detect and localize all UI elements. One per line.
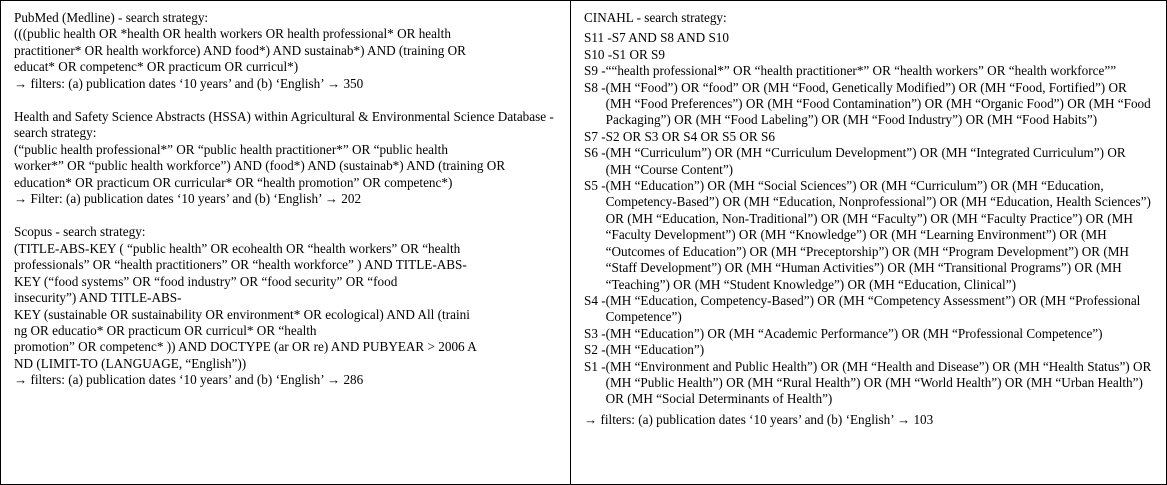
step-text: (MH “Education”) OR (MH “Social Sciences”) OR (MH “Curriculum”) OR (MH “Education, Competency-Based”) OR (MH “Education, Nonprofessional”) OR (MH “Education, Health Sciences”) OR (MH “Education, Non-Traditional”) OR (MH “Faculty”) OR (MH “Faculty Practice”) OR (MH “Faculty Development”) OR (MH “Knowledge”) OR (MH “Learning Environment”) OR (MH “Outcomes of Education”) OR (MH “Preceptorship”) OR (MH “Program Development”) OR (MH “Staff Development”) OR (MH “Human Activities”) OR (MH “Transitional Programs”) OR (MH “Teaching”) OR (MH “Student Knowledge”) OR (MH “Education, Clinical”) <box>605 178 1151 292</box>
scopus-query-line-5: KEY (sustainable OR sustainability OR environment* OR ecological) AND All (traini <box>14 306 470 322</box>
step-label: S10 - <box>584 46 613 62</box>
cinahl-step-list <box>584 30 1154 407</box>
hssa-filters: → Filter: (a) publication dates ‘10 years’ and (b) ‘English’ → 202 <box>14 191 362 207</box>
step-text: (MH “Education, Competency-Based”) OR (MH “Competency Assessment”) OR (MH “Professional Competence”) <box>605 292 1141 325</box>
pubmed-query-line-3: educat* OR competenc* OR practicum OR curricul*) <box>14 59 299 75</box>
step-text: (MH “Education”) <box>605 342 705 358</box>
step-label: S5 - <box>584 178 606 194</box>
two-column-layout <box>1 1 1166 484</box>
step-label: S9 - <box>584 63 606 79</box>
list-item <box>584 326 1154 342</box>
scopus-query-line-1: (TITLE-ABS-KEY ( “public health” OR ecohealth OR “health workers” OR “health <box>14 240 461 256</box>
step-label: S1 - <box>584 358 606 374</box>
step-text: S1 OR S9 <box>612 46 665 62</box>
scopus-query-line-7: promotion” OR competenc* )) AND DOCTYPE (ar OR re) AND PUBYEAR > 2006 A <box>14 339 477 355</box>
list-item <box>584 63 1154 79</box>
list-item <box>584 342 1154 358</box>
hssa-query-line-2: worker*” OR “public health workforce”) AND (food*) AND (sustainab*) AND (training OR <box>14 158 506 174</box>
hssa-block <box>14 109 558 207</box>
scopus-query-line-6: ng OR educatio* OR practicum OR curricul* OR “health <box>14 322 317 338</box>
scopus-block <box>14 224 558 388</box>
right-column <box>571 1 1166 484</box>
scopus-filters: → filters: (a) publication dates ‘10 years’ and (b) ‘English’ → 286 <box>14 372 364 388</box>
list-item <box>584 359 1154 408</box>
pubmed-query-line-1: (((public health OR *health OR health workers OR health professional* OR health <box>14 26 451 42</box>
hssa-heading: Health and Safety Science Abstracts (HSSA) within Agricultural & Environmental Science Database - search strategy: <box>14 109 554 141</box>
pubmed-filters: → filters: (a) publication dates ‘10 years’ and (b) ‘English’ → 350 <box>14 75 364 91</box>
step-label: S4 - <box>584 292 606 308</box>
step-text: (MH “Education”) OR (MH “Academic Performance”) OR (MH “Professional Competence”) <box>605 325 1103 341</box>
pubmed-block <box>14 10 558 92</box>
step-text: S2 OR S3 OR S4 OR S5 OR S6 <box>605 128 775 144</box>
cinahl-heading: CINAHL - search strategy: <box>584 10 727 25</box>
step-label: S8 - <box>584 79 606 95</box>
step-label: S11 - <box>584 30 612 46</box>
step-text: (MH “Environment and Public Health”) OR (MH “Health and Disease”) OR (MH “Health Status”) OR (MH “Public Health”) OR (MH “Rural Health”) OR (MH “World Health”) OR (MH “Urban Health”) OR (MH “Social Determinants of Health”) <box>605 358 1152 407</box>
step-label: S2 - <box>584 342 606 358</box>
pubmed-heading: PubMed (Medline) - search strategy: <box>14 10 209 25</box>
hssa-query-line-3: education* OR practicum OR curricular* OR “health promotion” OR competenc*) <box>14 174 453 190</box>
step-text: (MH “Food”) OR “food” OR (MH “Food, Genetically Modified”) OR (MH “Food, Fortified”) OR (MH “Food Preferences”) OR (MH “Food Contamination”) OR (MH “Organic Food”) OR (MH “Food Packaging”) OR (MH “Food Labeling”) OR (MH “Food Industry”) OR (MH “Food Habits”) <box>605 79 1151 128</box>
left-column <box>1 1 571 484</box>
list-item <box>584 129 1154 145</box>
list-item <box>584 293 1154 326</box>
pubmed-query-line-2: practitioner* OR health workforce) AND food*) AND sustainab*) AND (training OR <box>14 42 466 58</box>
step-label: S3 - <box>584 325 606 341</box>
scopus-query-line-4: insecurity”) AND TITLE-ABS- <box>14 290 182 306</box>
step-text: (MH “Curriculum”) OR (MH “Curriculum Development”) OR (MH “Integrated Curriculum”) OR (MH “Course Content”) <box>605 145 1126 177</box>
step-text: S7 AND S8 AND S10 <box>611 30 729 46</box>
list-item <box>584 80 1154 129</box>
scopus-query-line-3: KEY (“food systems” OR “food industry” OR “food security” OR “food <box>14 273 398 289</box>
scopus-query-line-8: ND (LIMIT-TO (LANGUAGE, “English”)) <box>14 355 247 371</box>
list-item <box>584 178 1154 293</box>
cinahl-filters: → filters: (a) publication dates ‘10 years’ and (b) ‘English’ → 103 <box>584 411 934 427</box>
step-text: ““health professional*” OR “health practitioner*” OR “health workers” OR “health workforce”” <box>605 63 1117 79</box>
list-item <box>584 30 1154 46</box>
step-label: S6 - <box>584 145 606 161</box>
list-item <box>584 145 1154 178</box>
scopus-query-line-2: professionals” OR “health practitioners” OR “health workforce” ) AND TITLE-ABS- <box>14 257 467 273</box>
list-item <box>584 47 1154 63</box>
step-label: S7 - <box>584 128 606 144</box>
hssa-query-line-1: (“public health professional*” OR “public health practitioner*” OR “public health <box>14 141 448 157</box>
scopus-heading: Scopus - search strategy: <box>14 224 146 240</box>
